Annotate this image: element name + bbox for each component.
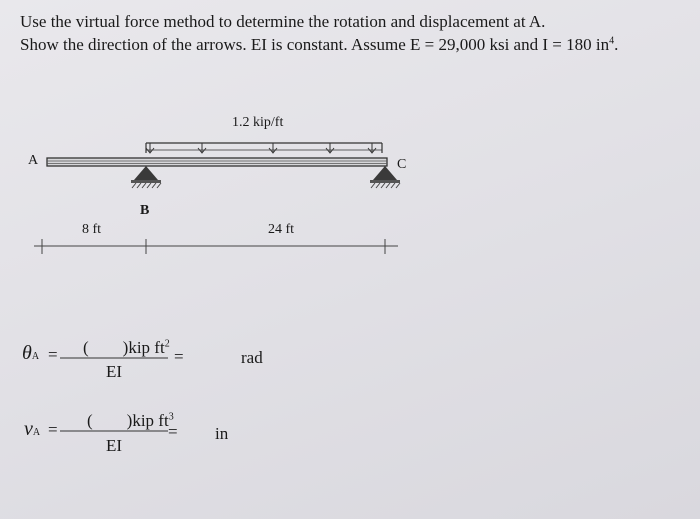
problem-line-2-period: .	[614, 35, 619, 54]
rotation-result-value[interactable]	[198, 346, 236, 365]
rotation-result-input[interactable]	[198, 346, 236, 370]
support-b	[131, 166, 161, 188]
rotation-symbol	[22, 342, 39, 365]
displacement-coefficient-input[interactable]	[93, 407, 127, 426]
displacement-equals: =	[48, 420, 58, 439]
rotation-equals-2: =	[174, 347, 184, 366]
rotation-numerator	[83, 334, 170, 358]
rotation-equals: =	[48, 345, 58, 364]
rotation-coefficient-input[interactable]	[89, 334, 123, 353]
displacement-equals-2: =	[168, 422, 178, 441]
problem-statement-line-1: Use the virtual force method to determine the rotation and displacement at A.	[20, 12, 546, 31]
displacement-open-paren: (	[87, 411, 93, 430]
displacement-numerator-exponent: 3	[168, 411, 174, 423]
v-subscript: A	[32, 427, 41, 438]
rotation-denominator: EI	[106, 362, 123, 381]
rotation-numerator-exponent: 2	[164, 338, 170, 350]
displacement-symbol	[24, 418, 40, 441]
point-c-label: C	[397, 157, 407, 172]
displacement-unit: in	[215, 424, 229, 443]
point-b-label: B	[140, 203, 150, 218]
theta-symbol: θ	[22, 342, 32, 364]
displacement-result-input[interactable]	[186, 420, 212, 444]
span-left-label: 8 ft	[82, 222, 102, 237]
rotation-numerator-unit: )kip ft	[122, 338, 165, 357]
point-a-label: A	[28, 153, 39, 168]
beam	[47, 158, 387, 166]
displacement-numerator-unit: )kip ft	[126, 411, 169, 430]
load-label: 1.2 kip/ft	[232, 115, 284, 130]
theta-subscript: A	[31, 351, 40, 362]
dimension-line	[34, 239, 398, 254]
problem-line-2-text: Show the direction of the arrows. EI is constant. Assume E = 29,000 ksi and I = 180 in	[20, 35, 610, 54]
inertia-exponent: 4	[609, 35, 615, 47]
rotation-open-paren: (	[83, 338, 89, 357]
span-right-label: 24 ft	[268, 222, 295, 237]
distributed-load	[146, 143, 382, 153]
displacement-denominator: EI	[106, 436, 123, 455]
v-symbol: v	[24, 418, 33, 440]
displacement-numerator	[87, 407, 174, 431]
support-c	[370, 166, 400, 188]
displacement-result-value[interactable]	[186, 420, 212, 439]
rotation-unit: rad	[241, 348, 263, 367]
load-arrows	[146, 143, 376, 153]
